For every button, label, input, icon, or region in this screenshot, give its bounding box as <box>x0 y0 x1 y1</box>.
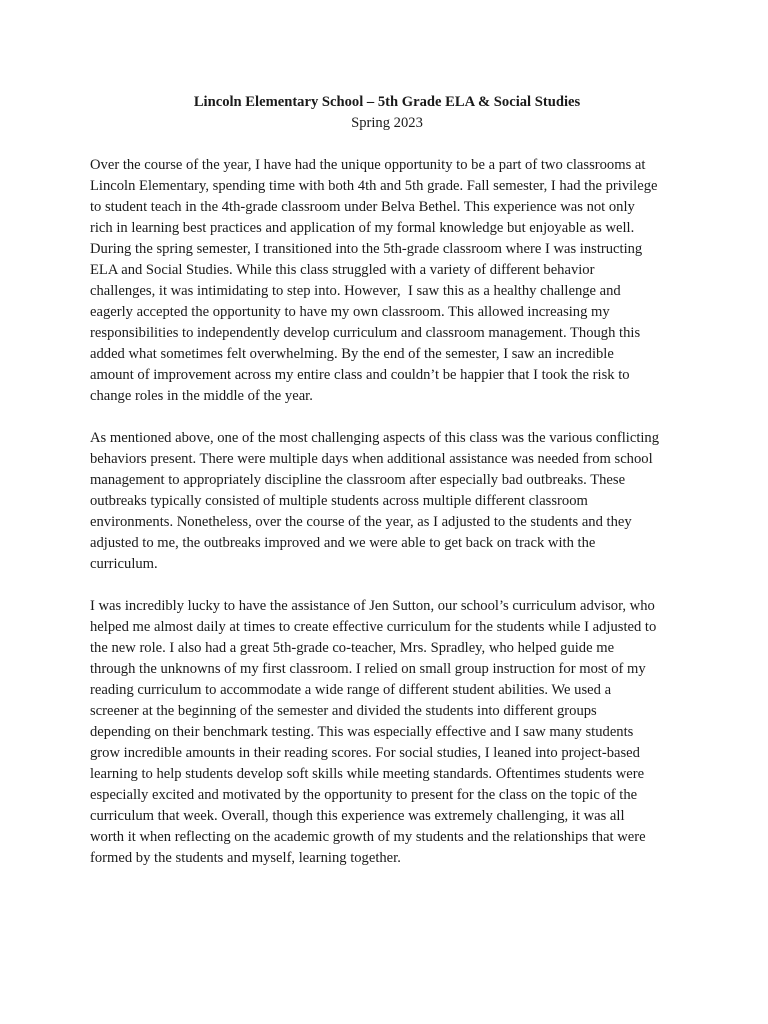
paragraph-line: curriculum that week. Overall, though this experience was extremely challenging, it was all <box>90 808 625 824</box>
paragraph-line: responsibilities to independently develop curriculum and classroom management. Though this <box>90 325 641 341</box>
paragraph-line: to student teach in the 4th-grade classroom under Belva Bethel. This experience was not only <box>90 199 635 215</box>
body-paragraph <box>90 428 684 575</box>
paragraph-line: added what sometimes felt overwhelming. By the end of the semester, I saw an incredible <box>90 346 614 362</box>
paragraph-line: I was incredibly lucky to have the assistance of Jen Sutton, our school’s curriculum advisor, who <box>90 598 655 614</box>
paragraph-line: environments. Nonetheless, over the course of the year, as I adjusted to the students and they <box>90 514 632 530</box>
document-subtitle: Spring 2023 <box>351 115 423 131</box>
paragraph-line: helped me almost daily at times to create effective curriculum for the students while I adjusted to <box>90 619 657 635</box>
paragraph-line: through the unknowns of my first classroom. I relied on small group instruction for most of my <box>90 661 646 677</box>
paragraph-line: the new role. I also had a great 5th-grade co-teacher, Mrs. Spradley, who helped guide me <box>90 640 615 656</box>
paragraph-line: challenges, it was intimidating to step into. However, I saw this as a healthy challenge and <box>90 283 621 299</box>
paragraph-line: management to appropriately discipline the classroom after especially bad outbreaks. These <box>90 472 626 488</box>
paragraph-line: rich in learning best practices and application of my formal knowledge but enjoyable as well. <box>90 220 635 236</box>
body-paragraph <box>90 596 684 869</box>
paragraph-line: ELA and Social Studies. While this class struggled with a variety of different behavior <box>90 262 595 278</box>
paragraph-line: Over the course of the year, I have had the unique opportunity to be a part of two classrooms at <box>90 157 646 173</box>
paragraph-line: grow incredible amounts in their reading scores. For social studies, I leaned into project-based <box>90 745 640 761</box>
paragraph-line: outbreaks typically consisted of multiple students across multiple different classroom <box>90 493 588 509</box>
paragraph-line: formed by the students and myself, learning together. <box>90 850 401 866</box>
paragraph-line: eagerly accepted the opportunity to have my own classroom. This allowed increasing my <box>90 304 610 320</box>
paragraph-line: During the spring semester, I transitioned into the 5th-grade classroom where I was instructing <box>90 241 643 257</box>
paragraph-line: behaviors present. There were multiple days when additional assistance was needed from school <box>90 451 653 467</box>
paragraph-line: As mentioned above, one of the most challenging aspects of this class was the various conflicting <box>90 430 660 446</box>
paragraph-line: adjusted to me, the outbreaks improved and we were able to get back on track with the <box>90 535 596 551</box>
paragraph-line: screener at the beginning of the semester and divided the students into different groups <box>90 703 597 719</box>
paragraph-line: change roles in the middle of the year. <box>90 388 313 404</box>
paragraph-line: amount of improvement across my entire class and couldn’t be happier that I took the risk to <box>90 367 630 383</box>
paragraph-line: especially excited and motivated by the opportunity to present for the class on the topic of the <box>90 787 638 803</box>
document-body <box>90 155 684 869</box>
paragraph-line: Lincoln Elementary, spending time with both 4th and 5th grade. Fall semester, I had the privilege <box>90 178 658 194</box>
body-paragraph <box>90 155 684 407</box>
paragraph-line: depending on their benchmark testing. This was especially effective and I saw many students <box>90 724 634 740</box>
document-title: Lincoln Elementary School – 5th Grade ELA & Social Studies <box>193 94 581 110</box>
paragraph-line: learning to help students develop soft skills while meeting standards. Oftentimes students were <box>90 766 645 782</box>
paragraph-line: curriculum. <box>90 556 158 572</box>
paragraph-line: reading curriculum to accommodate a wide range of different student abilities. We used a <box>90 682 612 698</box>
paragraph-line: worth it when reflecting on the academic growth of my students and the relationships that were <box>90 829 646 845</box>
